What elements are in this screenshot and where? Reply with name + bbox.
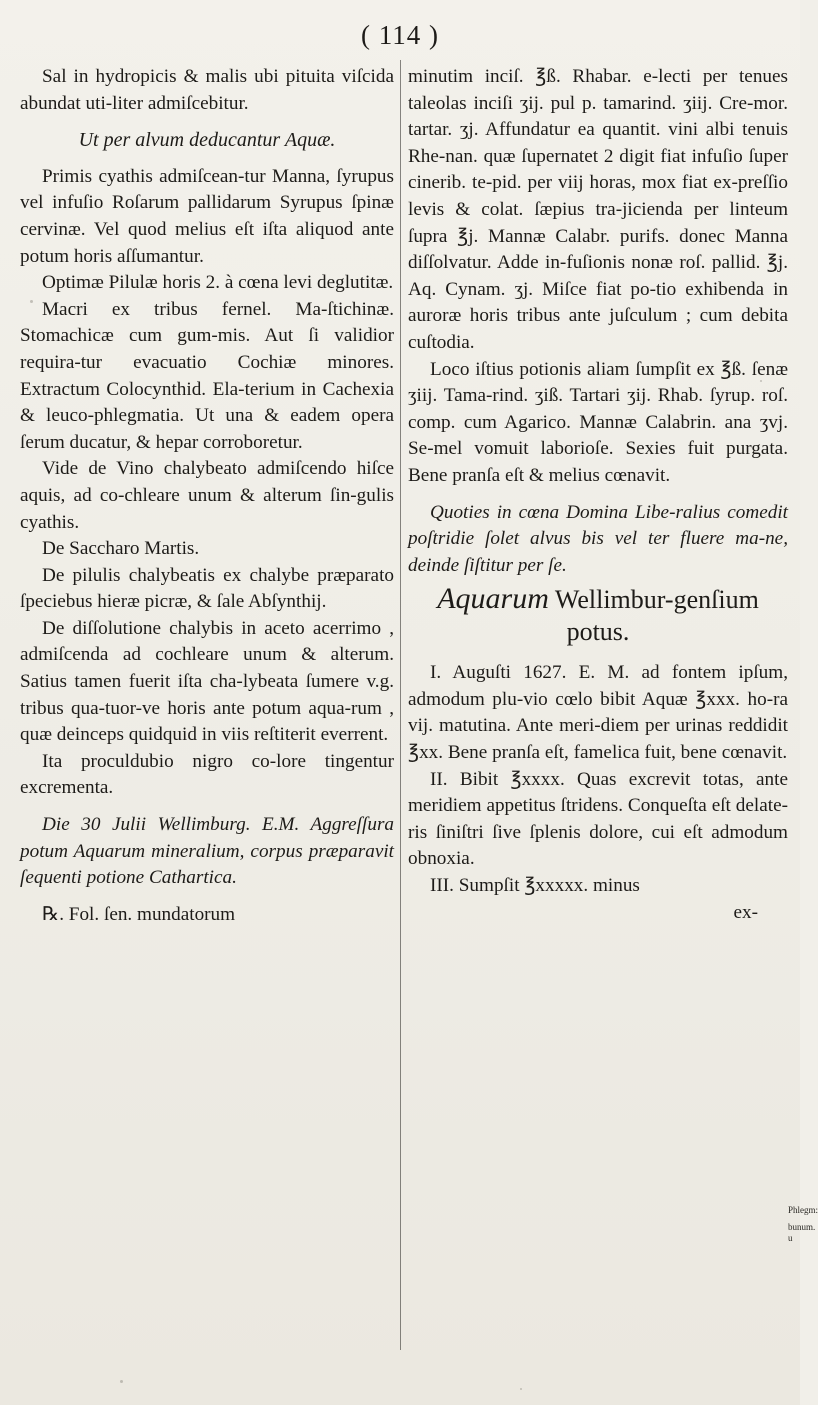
page-number: ( 114 ): [361, 20, 439, 50]
margin-note-1: Phlegm:: [788, 1205, 818, 1215]
right-paragraph-5: II. Bibit ℥xxxx. Quas excrevit totas, ante meridiem appetitus ſtridens. Conqueſta eſt delate-ris ſiniſtri ſive ſplenis dolore, cui eſt admodum obnoxia.: [408, 768, 788, 870]
paper-speck: [760, 380, 762, 382]
left-paragraph-recipe: ℞. Fol. ſen. mundatorum: [42, 903, 236, 925]
left-paragraph-2: Primis cyathis admiſcean-tur Manna, ſyrupus vel infuſio Roſarum pallidarum Syrupus ſpinæ cervinæ. Vel quod melius eſt iſta aliquod ante potum horis aſſumantur.: [20, 165, 394, 267]
right-paragraph-4: I. Auguſti 1627. E. M. ad fontem ipſum, admodum plu-vio cœlo bibit Aquæ ℥xxx. ho-ra vij. matutina. Ante meri-diem per urinas reddidit ℥xx. Bene pranſa eſt, famelica fuit, bene cœnavit.: [408, 662, 788, 764]
paper-speck: [520, 1388, 522, 1390]
left-paragraph-6: De Saccharo Martis.: [42, 538, 200, 560]
margin-note-2: bunum. u: [788, 1222, 816, 1243]
left-paragraph-3: Optimæ Pilulæ horis 2. à cœna levi deglutitæ.: [42, 272, 394, 294]
catchword: ex-: [733, 901, 758, 923]
section-heading-alvum: Ut per alvum deducantur Aquæ.: [78, 129, 336, 152]
section-heading-wellimburg: [408, 583, 788, 648]
heading-rest: Wellimbur-genſium potus.: [554, 585, 759, 647]
heading-word-aquarum: Aquarum: [437, 582, 549, 616]
right-paragraph-6: III. Sumpſit ℥xxxxx. minus: [430, 875, 640, 897]
paper-speck: [120, 1380, 123, 1383]
left-paragraph-8: De diſſolutione chalybis in aceto acerrimo , admiſcenda ad cochleare unum & alterum. Satius tamen fuerit iſta cha-lybeata ſumere v.g. tribus qua-tuor-ve horis ante potum aqua-rum , quæ deinceps quidquid in viis reſtiterit everrent.: [20, 617, 394, 746]
left-paragraph-5: Vide de Vino chalybeato admiſcendo hiſce aquis, ad co-chleare unum & alterum ſin-gulis cyathis.: [20, 458, 394, 533]
paper-speck: [30, 300, 33, 303]
column-divider: [400, 60, 401, 1350]
left-paragraph-9: Ita proculdubio nigro co-lore tingentur excrementa.: [20, 750, 394, 799]
left-paragraph-1: Sal in hydropicis & malis ubi pituita viſcida abundat uti-liter admiſcebitur.: [20, 66, 394, 114]
left-paragraph-7: De pilulis chalybeatis ex chalybe præparato ſpeciebus hieræ picræ, & ſale Abſynthij.: [20, 564, 394, 613]
right-paragraph-3: Quoties in cœna Domina Libe-ralius comedit poſtridie ſolet alvus bis vel ter fluere ma-ne, deinde ſiſtitur per ſe.: [408, 501, 788, 576]
left-paragraph-date-entry: Die 30 Julii Wellimburg. E.M. Aggreſſura potum Aquarum mineralium, corpus præparavit ſequenti potione Cathartica.: [20, 814, 394, 889]
right-paragraph-1: minutim inciſ. ℥ß. Rhabar. e-lecti per tenues taleolas inciſi ʒij. pul p. tamarind. ʒiij. Cre-mor. tartar. ʒj. Affundatur ea quantit. vini albi tenuis Rhe-nan. quæ ſupernatet 2 digit fiat infuſio ſuper cinerib. te-pid. per viij horas, mox fiat ex-preſſio levis & colat. ſæpius tra-jicienda per linteum ſupra ℥j. Mannæ Calabr. purifs. donec Manna diſſolvatur. Adde in-fuſionis nonæ roſ. pallid. ℥j. Aq. Cynam. ʒj. Miſce fiat po-tio exhibenda in auroræ horis tribus ante juſculum ; cum debita cuſtodia.: [408, 66, 788, 353]
right-column: [408, 64, 788, 926]
right-paragraph-2: Loco iſtius potionis aliam ſumpſit ex ℥ß. ſenæ ʒiij. Tama-rind. ʒiß. Tartari ʒij. Rhab. ſyrup. roſ. comp. cum Agarico. Mannæ Calabrin. ana ʒvj. Se-mel vomuit laborioſe. Sexies fuit purgata. Bene pranſa eſt & melius cœnavit.: [408, 358, 788, 486]
left-column: [20, 64, 394, 928]
left-paragraph-4: Macri ex tribus fernel. Ma-ſtichinæ. Stomachicæ cum gum-mis. Aut ſi validior requira-tur evacuatio Cochiæ minores. Extractum Colocynthid. Ela-terium in Cachexia & leuco-phlegmatia. Ut una & eadem opera ſerum ducatur, & hepar corroboretur.: [20, 298, 394, 453]
